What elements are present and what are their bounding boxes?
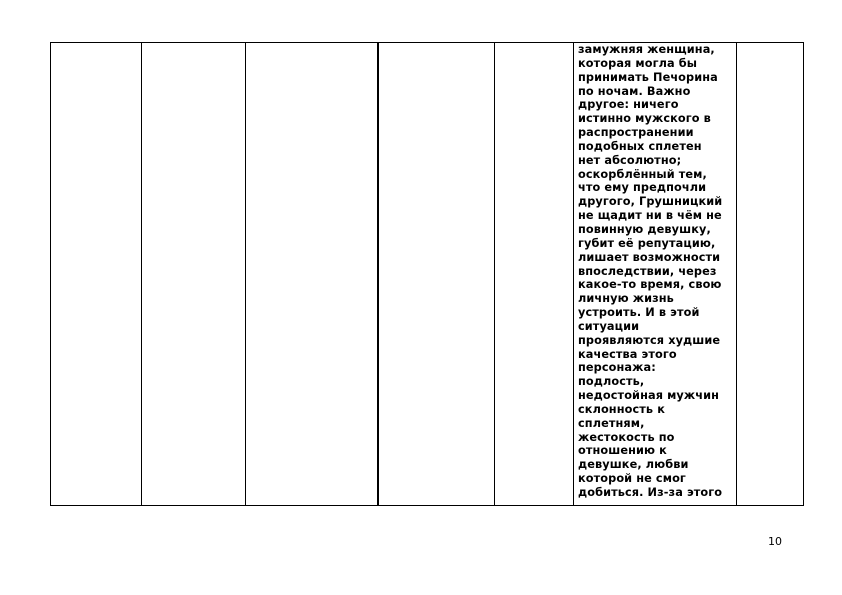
cell-text-line: нет абсолютно; xyxy=(578,153,682,167)
table-cell-1 xyxy=(51,43,142,506)
cell-text-line: не щадит ни в чём не xyxy=(578,209,722,223)
cell-text-line: замужняя женщина, xyxy=(578,43,715,56)
cell-text-line: добиться. Из-за этого xyxy=(578,486,723,499)
document-table xyxy=(50,42,804,506)
cell-text-line: проявляются худшие xyxy=(578,333,721,347)
cell-text-line: устроить. И в этой xyxy=(578,306,700,320)
table-cell-6 xyxy=(574,43,737,506)
cell-text-line: какое-то время, свою xyxy=(578,278,722,292)
table-cell-2 xyxy=(142,43,246,506)
cell-text-line: истинно мужского в xyxy=(578,112,711,126)
cell-text-line: оскорблённый тем, xyxy=(578,167,707,181)
table-cell-3 xyxy=(246,43,378,506)
cell-text-line: девушке, любви xyxy=(578,458,689,472)
cell-text-line: распространении xyxy=(578,126,694,140)
table-cell-5 xyxy=(495,43,574,506)
page-number: 10 xyxy=(768,535,782,548)
cell-text-line: по ночам. Важно xyxy=(578,84,691,98)
table-row xyxy=(51,43,804,506)
cell-text-line: повинную девушку, xyxy=(578,222,711,236)
cell-text-line: личную жизнь xyxy=(578,292,674,306)
cell-text-line: недостойная мужчин xyxy=(578,389,720,403)
cell-text-line: сплетням, xyxy=(578,416,645,430)
cell-text-line: которой не смог xyxy=(578,472,686,486)
cell-text-line: губит её репутацию, xyxy=(578,236,716,250)
cell-text-line: склонность к xyxy=(578,402,665,416)
cell-text-line: жестокость по xyxy=(578,430,675,444)
cell-text-line: которая могла бы xyxy=(578,56,698,70)
cell-text-line: отношению к xyxy=(578,444,667,458)
table-cell-4 xyxy=(378,43,495,506)
table-cell-7 xyxy=(737,43,804,506)
cell-text-line: лишает возможности xyxy=(578,250,721,264)
cell-text-line: качества этого xyxy=(578,347,677,361)
cell-text-line: персонажа: xyxy=(578,361,656,375)
cell-text-block xyxy=(574,43,736,500)
cell-text-line: принимать Печорина xyxy=(578,70,718,84)
cell-text-line: что ему предпочли xyxy=(578,181,707,195)
cell-text-line: подлость, xyxy=(578,375,645,389)
cell-text-line: другого, Грушницкий xyxy=(578,195,723,209)
cell-text-line: другое: ничего xyxy=(578,98,679,112)
cell-text-line: впоследствии, через xyxy=(578,264,717,278)
cell-text-line: ситуации xyxy=(578,319,640,333)
cell-text-line: подобных сплетен xyxy=(578,139,702,153)
